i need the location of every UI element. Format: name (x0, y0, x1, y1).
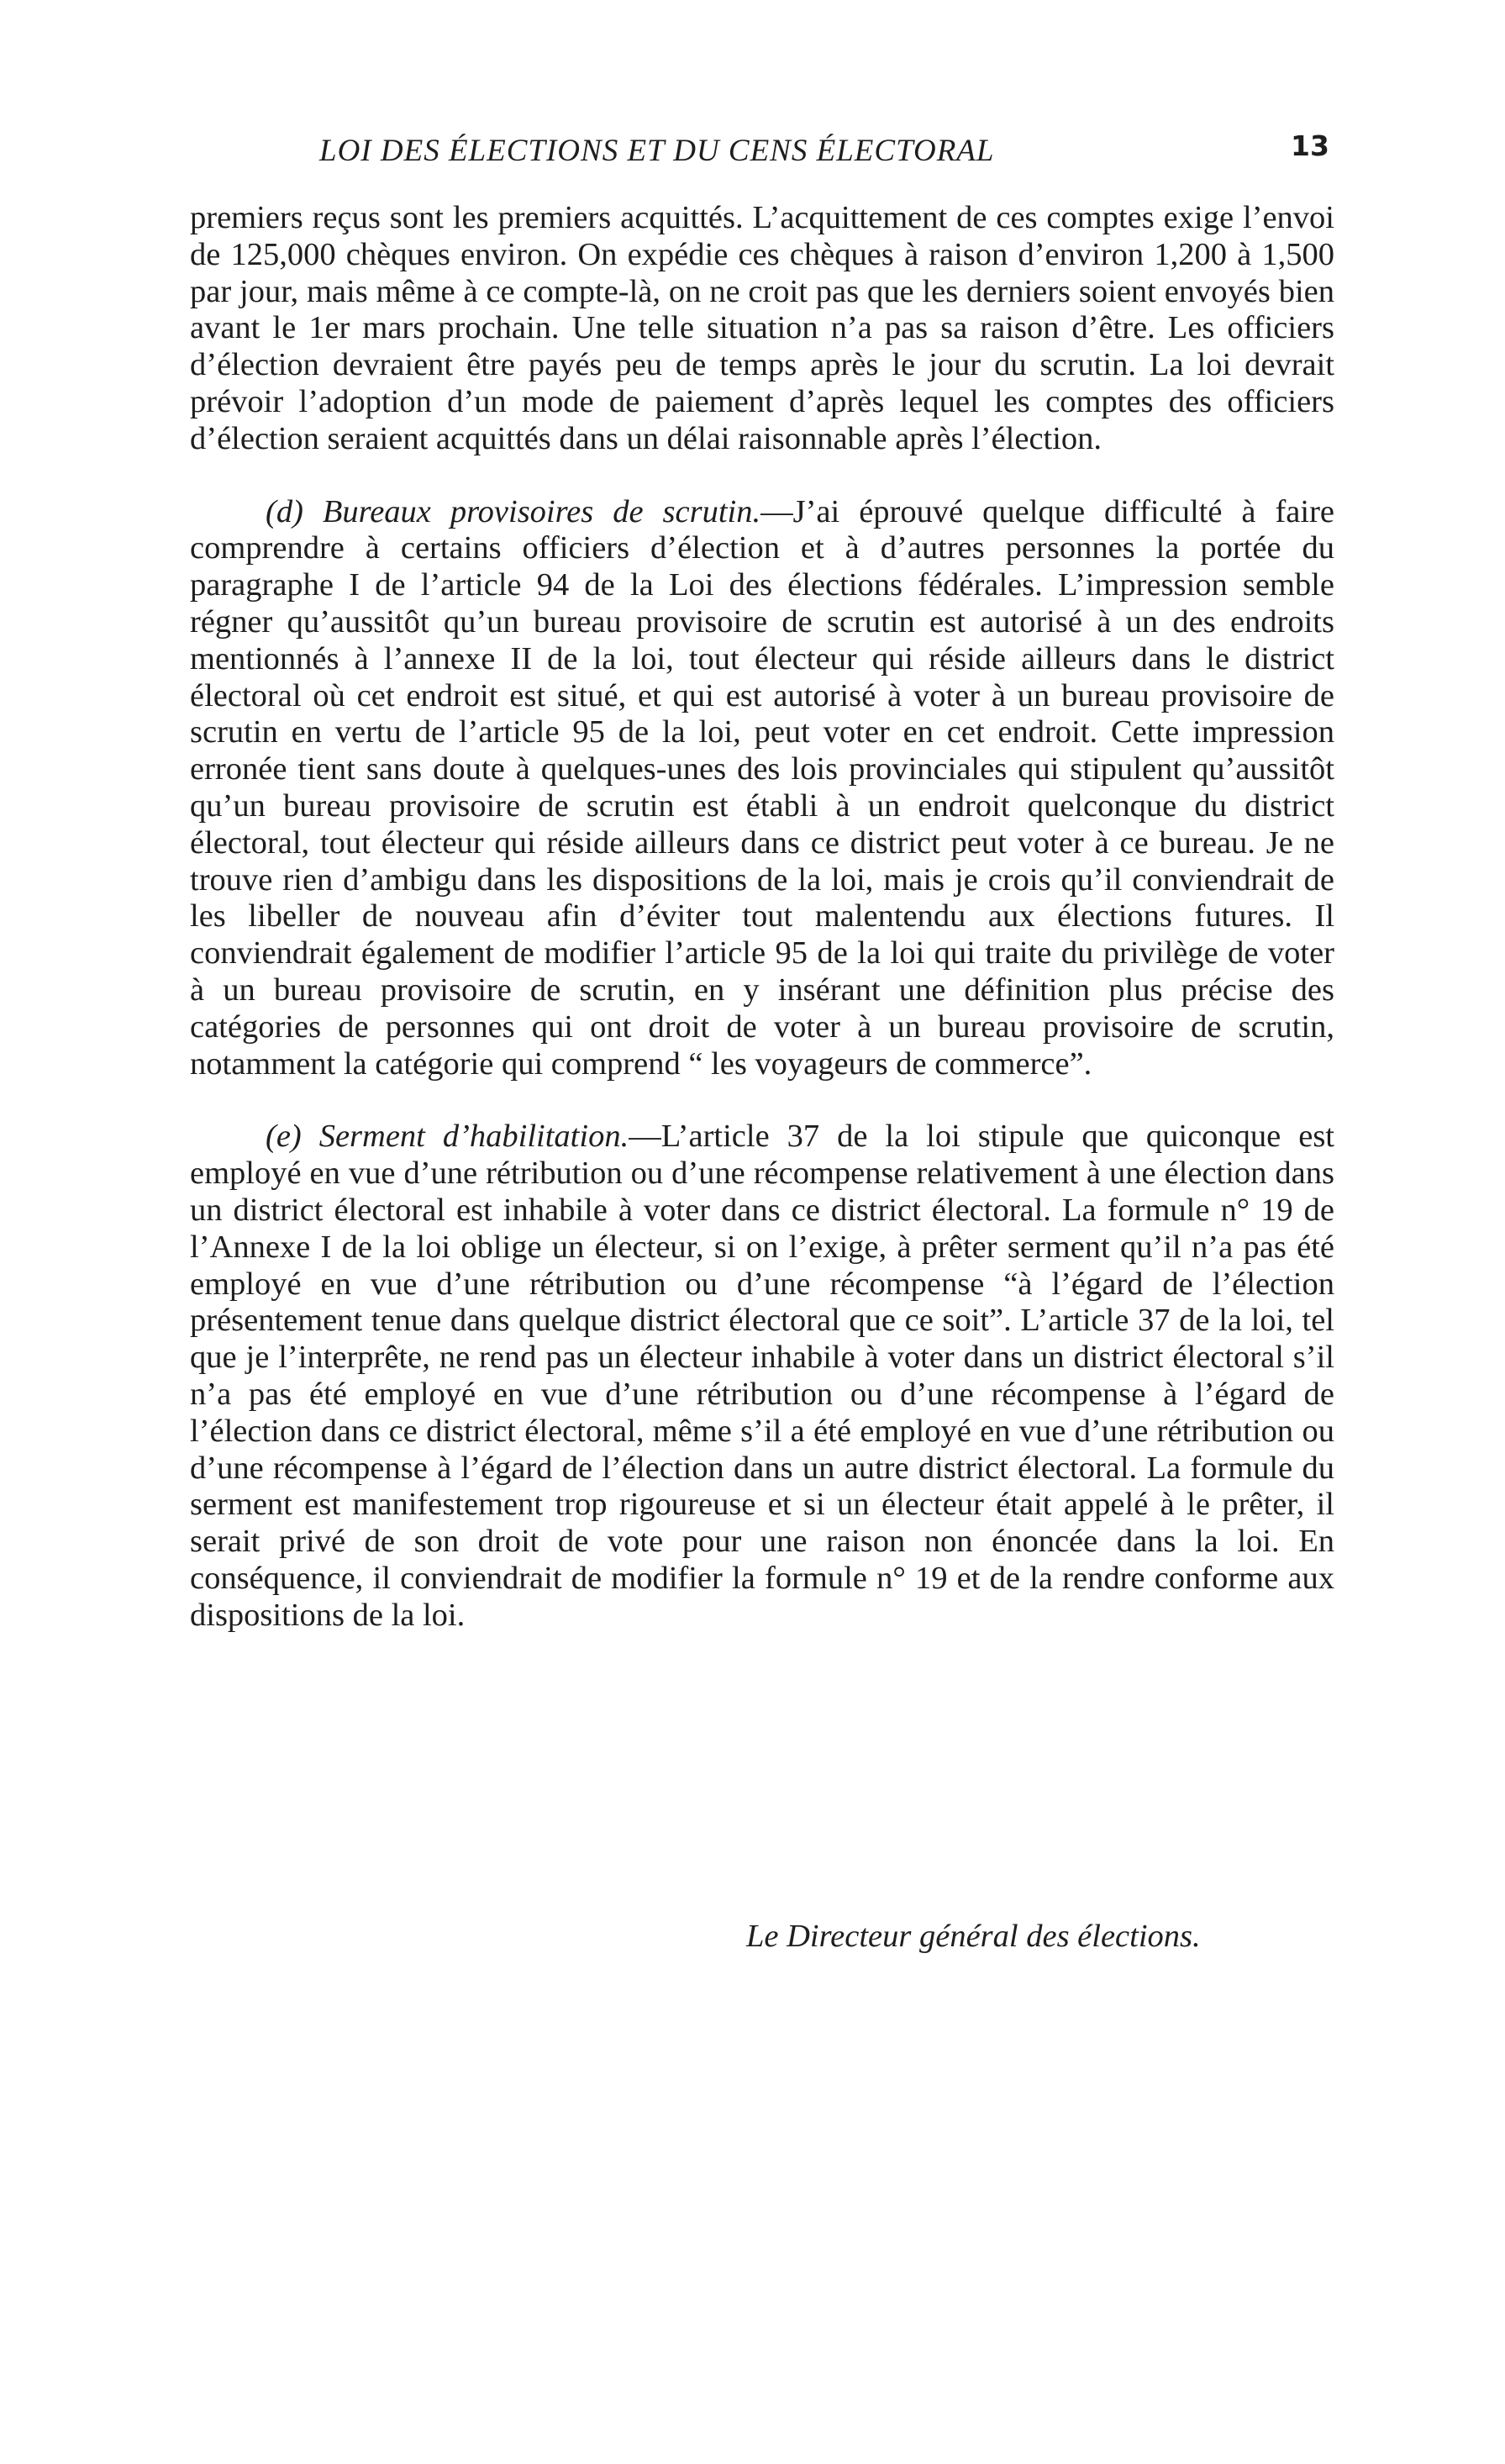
body-text (190, 200, 1334, 1634)
running-title: LOI DES ÉLECTIONS ET DU CENS ÉLECTORAL (319, 134, 995, 168)
paragraph-continued (190, 200, 1334, 458)
paragraph-bureaux-provisoires (190, 494, 1334, 1083)
paragraph-text: —J’ai éprouvé quelque difficulté à faire comprendre à certains officiers d’élection et à d’autres personnes la portée du paragraphe I de l’article 94 de la Loi des élections fédérales. L’impression semble régner qu’aussitôt qu’un bureau provisoire de scrutin est autorisé à un des endroits mentionnés à l’annexe II de la loi, tout électeur qui réside ailleurs dans le district électoral où cet endroit est situé, et qui est autorisé à voter à un bureau provisoire de scrutin en vertu de l’article 95 de la loi, peut voter en cet endroit. Cette impression erronée tient sans doute à quelques-unes des lois provinciales qui stipulent qu’aussitôt qu’un bureau provisoire de scrutin est établi à un endroit quelconque du district électoral, tout électeur qui réside ailleurs dans ce district peut voter à ce bureau. Je ne trouve rien d’ambigu dans les dispositions de la loi, mais je crois qu’il conviendrait de les libeller de nouveau afin d’éviter tout malentendu aux élections futures. Il conviendrait également de modifier l’article 95 de la loi qui traite du privilège de voter à un bureau provisoire de scrutin, en y insérant une définition plus précise des catégories de personnes qui ont droit de voter à un bureau provisoire de scrutin, notamment la catégorie qui comprend “ les voyageurs de commerce”. (190, 493, 1334, 1082)
page-number: 13 (1291, 129, 1329, 162)
paragraph-text: —L’article 37 de la loi stipule que quiconque est employé en vue d’une rétribution ou d’une récompense relativement à une élection dans un district électoral est inhabile à voter dans ce district électoral. La formule n° 19 de l’Annexe I de la loi oblige un électeur, si on l’exige, à prêter serment qu’il n’a pas été employé en vue d’une rétribution ou d’une récompense “à l’égard de l’élection présentement tenue dans quelque district électoral que ce soit”. L’article 37 de la loi, tel que je l’interprête, ne rend pas un électeur inhabile à voter dans un district électoral s’il n’a pas été employé en vue d’une rétribution ou d’une récompense à l’égard de l’élection dans ce district électoral, même s’il a été employé en vue d’une rétribution ou d’une récompense à l’égard de l’élection dans un autre district électoral. La formule du serment est manifestement trop rigoureuse et si un électeur était appelé à le prêter, il serait privé de son droit de vote pour une raison non énoncée dans la loi. En conséquence, il conviendrait de modifier la formule n° 19 et de la rendre conforme aux dispositions de la loi. (190, 1119, 1334, 1633)
paragraph-serment-habilitation (190, 1119, 1334, 1634)
paragraph-label: (e) (266, 1119, 302, 1155)
signature-line: Le Directeur général des élections. (746, 1919, 1201, 1954)
paragraph-title: Serment d’habilitation. (318, 1119, 629, 1155)
paragraph-title: Bureaux provisoires de scrutin. (322, 493, 761, 529)
paragraph-text: premiers reçus sont les premiers acquittés. L’acquittement de ces comptes exige l’envoi de 125,000 chèques environ. On expédie ces chèques à raison d’environ 1,200 à 1,500 par jour, mais même à ce compte-là, on ne croit pas que les derniers soient envoyés bien avant le 1er mars prochain. Une telle situation n’a pas sa raison d’être. Les officiers d’élection devraient être payés peu de temps après le jour du scrutin. La loi devrait prévoir l’adoption d’un mode de paiement d’après lequel les comptes des officiers d’élection seraient acquittés dans un délai raisonnable après l’élection. (190, 200, 1334, 456)
paragraph-label: (d) (266, 493, 303, 529)
